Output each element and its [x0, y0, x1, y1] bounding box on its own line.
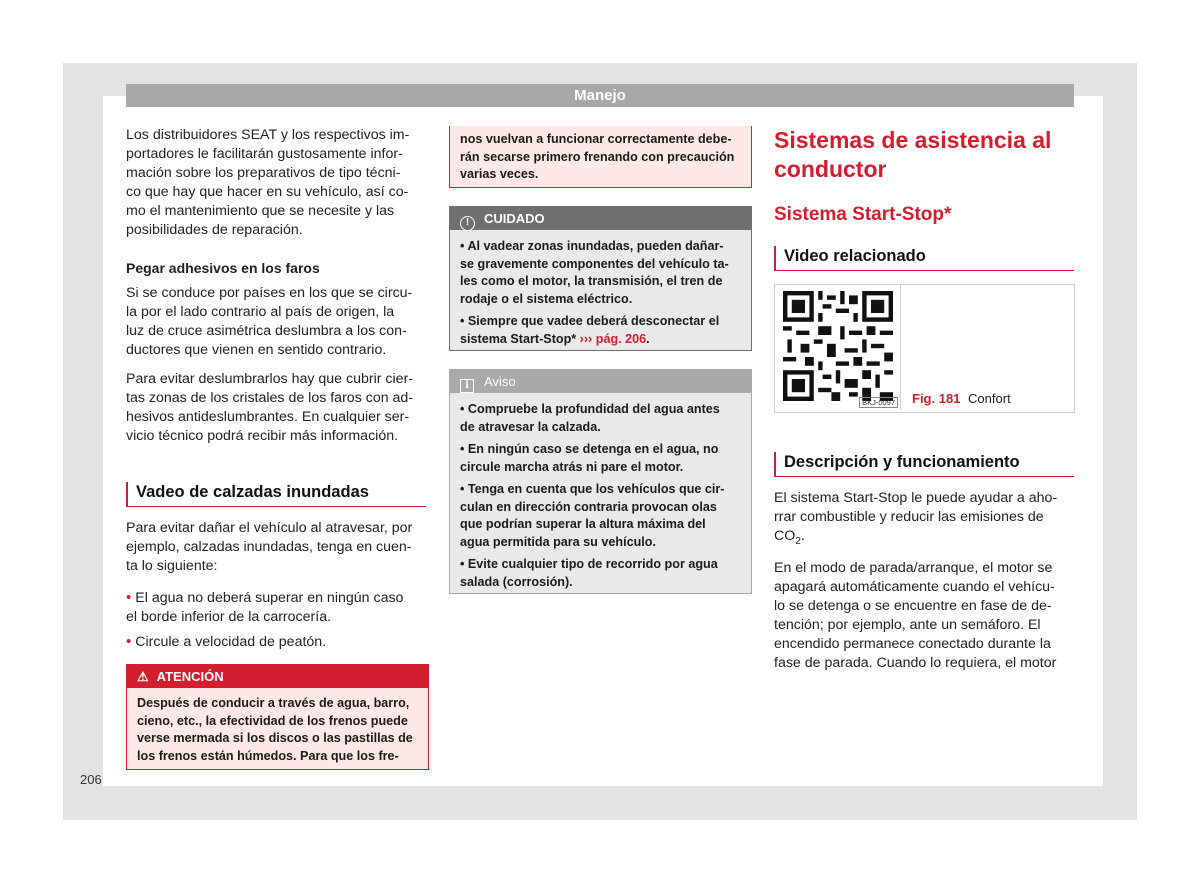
section-heading-vadeo: Vadeo de calzadas inundadas [126, 482, 426, 507]
caution-line: • Al vadear zonas inundadas, pueden dañar- [460, 239, 724, 253]
warning-line: verse mermada si los discos o las pastillas de [137, 731, 413, 745]
figure-caption-text: Confort [968, 391, 1011, 406]
notice-line: que podrían superar la altura máxima del [460, 517, 706, 531]
intro-line: Los distribuidores SEAT y los respectivos im- [126, 127, 410, 143]
para-line: la por el lado contrario al país de origen, la [126, 304, 395, 320]
warning-line: los frenos están húmedos. Para que los fre- [137, 748, 399, 763]
notice-line: • Evite cualquier tipo de recorrido por agua [460, 557, 718, 571]
warning-line: Después de conducir a través de agua, barro, [137, 696, 410, 710]
warning-line: varias veces. [460, 167, 539, 181]
qr-code-icon [783, 291, 893, 401]
intro-line: co que hay que hacer en su vehículo, así co- [126, 184, 409, 200]
qr-code-label: BKJ-0097 [859, 397, 898, 408]
para-line: Para evitar deslumbrarlos hay que cubrir cier- [126, 371, 414, 387]
subheading: Pegar adhesivos en los faros [126, 260, 320, 276]
right-column-body [774, 489, 1074, 673]
section-header: Manejo [126, 84, 1074, 107]
qr-code-frame[interactable] [775, 285, 901, 410]
left-column-lower [126, 519, 426, 652]
notice-line: • Compruebe la profundidad del agua antes [460, 402, 720, 416]
notice-line: de atravesar la calzada. [460, 419, 601, 434]
intro-line: portadores le facilitarán gustosamente infor- [126, 146, 403, 162]
notice-header: i Aviso [450, 370, 751, 393]
para-line: rrar combustible y reducir las emisiones de [774, 509, 1044, 525]
caution-line: sistema Start-Stop* [460, 331, 580, 346]
notice-line: • En ningún caso se detenga en el agua, no [460, 442, 719, 456]
para-line: En el modo de parada/arranque, el motor se [774, 559, 1053, 576]
warning-line: nos vuelvan a funcionar correctamente debe- [460, 132, 732, 146]
exclamation-icon: ! [460, 216, 475, 231]
page-reference-link[interactable]: ››› pág. 206 [579, 331, 647, 346]
bullet-dot-icon: • [126, 589, 132, 606]
caution-box: ! CUIDADO • Al vadear zonas inundadas, pueden dañar- se gravemente componentes del vehículo ta- les como el motor, la transmisión, el tren de rodaje o el sistema eléctrico. • Siempre que vadee deberá desconectar el sistema Start-Stop* ››› pág. 206. [449, 206, 752, 351]
para-line: vicio técnico podrá recibir más información. [126, 428, 399, 444]
caution-line: rodaje o el sistema eléctrico. [460, 291, 633, 306]
intro-line: mo el mantenimiento que se necesite y las [126, 203, 395, 219]
para-line: encendido permanece conectado durante la [774, 635, 1051, 652]
warning-line: cieno, etc., la efectividad de los frenos puede [137, 713, 408, 728]
video-qr-figure [774, 284, 1075, 413]
para-line: ductores que vienen en sentido contrario. [126, 342, 387, 358]
para-line: Si se conduce por países en los que se circu- [126, 285, 413, 301]
warning-triangle-icon: ⚠ [137, 669, 149, 684]
para-line: apagará automáticamente cuando el vehícu- [774, 578, 1055, 595]
warning-continuation-box [449, 126, 752, 188]
intro-line: posibilidades de reparación. [126, 222, 303, 238]
notice-box [449, 369, 752, 594]
bullet-dot-icon: • [126, 633, 132, 650]
para-line: ta lo siguiente: [126, 558, 218, 574]
section-title: Sistema Start-Stop* [774, 204, 952, 225]
intro-line: mación sobre los preparativos de tipo técni- [126, 165, 401, 181]
notice-line: salada (corrosión). [460, 574, 573, 589]
notice-line: culan en dirección contraria provocan olas [460, 499, 717, 514]
para-line: tas zonas de los cristales de los faros con ad- [126, 390, 414, 406]
para-line: ejemplo, calzadas inundadas, tenga en cuen- [126, 539, 412, 555]
caution-line: • Siempre que vadee deberá desconectar el [460, 314, 720, 328]
notice-line: agua permitida para su vehículo. [460, 534, 656, 549]
chapter-title: Sistemas de asistencia al conductor [774, 127, 1052, 182]
notice-line: • Tenga en cuenta que los vehículos que cir- [460, 482, 725, 496]
left-column [126, 126, 426, 446]
figure-caption [912, 391, 1011, 406]
caution-line: se gravemente componentes del vehículo ta- [460, 256, 729, 271]
bullet-item: • Circule a velocidad de peatón. [126, 633, 327, 650]
page-number: 206 [80, 772, 102, 787]
warning-box [126, 664, 429, 770]
warning-header: ⚠ ATENCIÓN [127, 665, 428, 688]
para-line: El sistema Start-Stop le puede ayudar a aho- [774, 490, 1058, 506]
bullet-item-cont: el borde inferior de la carrocería. [126, 609, 332, 625]
para-line: lo se detenga o se encuentre en fase de de- [774, 597, 1052, 614]
video-heading: Video relacionado [774, 246, 1074, 271]
para-line: fase de parada. Cuando lo requiera, el motor [774, 654, 1057, 671]
para-line: luz de cruce asimétrica deslumbra a los con- [126, 323, 407, 339]
para-line: Para evitar dañar el vehículo al atravesar, por [126, 520, 413, 536]
bullet-item: • El agua no deberá superar en ningún caso [126, 589, 404, 606]
para-line: $CO_2$. [774, 528, 805, 547]
info-icon: i [460, 379, 474, 393]
warning-line: rán secarse primero frenando con precaución [460, 149, 735, 164]
para-line: tención; por ejemplo, ante un semáforo. El [774, 616, 1041, 633]
description-heading: Descripción y funcionamiento [774, 452, 1074, 477]
caution-header: ! CUIDADO [450, 207, 751, 230]
caution-line: les como el motor, la transmisión, el tren de [460, 274, 723, 288]
para-line: hesivos antideslumbrantes. En cualquier ser- [126, 409, 410, 425]
notice-line: circule marcha atrás ni pare el motor. [460, 459, 684, 474]
figure-number: Fig. 181 [912, 391, 961, 406]
